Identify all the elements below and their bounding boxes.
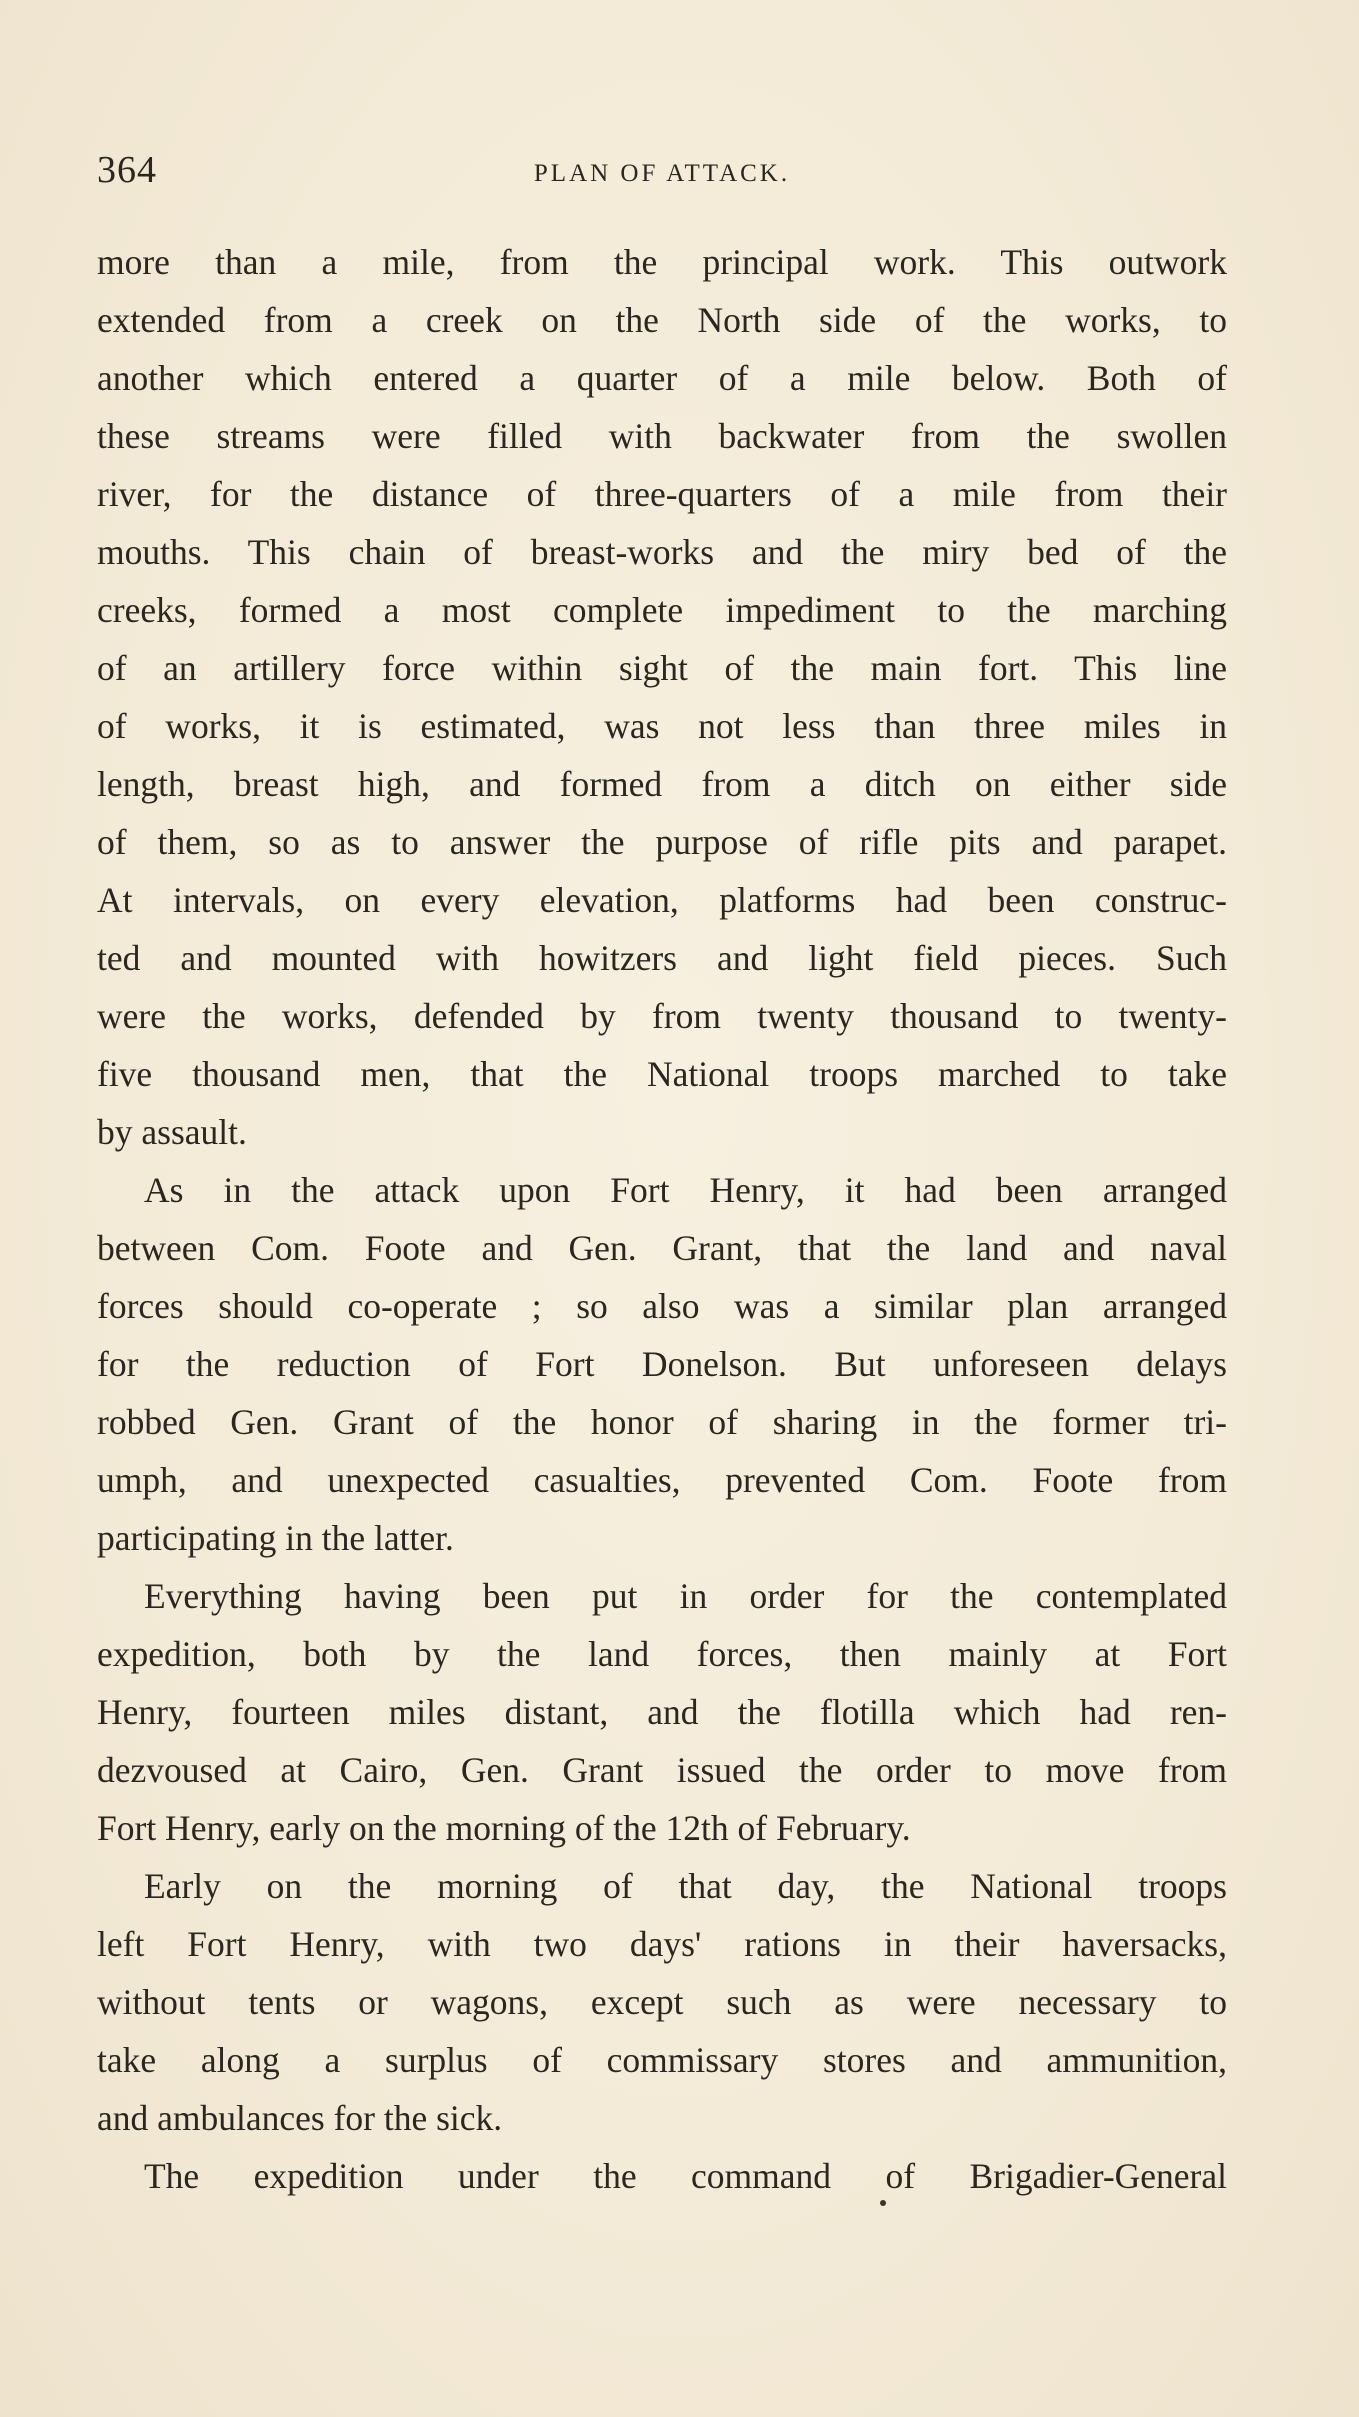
paragraph-start-line: Everything having been put in order for the contemplated xyxy=(144,1576,1227,1616)
ink-speck xyxy=(880,2200,886,2206)
page-number: 364 xyxy=(97,149,157,191)
text-line: ted and mounted with howitzers and light field pieces. Such xyxy=(97,938,1227,978)
text-line: forces should co-operate ; so also was a similar plan arranged xyxy=(97,1286,1227,1326)
text-line: five thousand men, that the National troops marched to take xyxy=(97,1054,1227,1094)
paragraph-end-line: by assault. xyxy=(97,1112,247,1152)
text-line: dezvoused at Cairo, Gen. Grant issued the order to move from xyxy=(97,1750,1227,1790)
text-line: another which entered a quarter of a mile below. Both of xyxy=(97,358,1227,398)
text-line: creeks, formed a most complete impediment to the marching xyxy=(97,590,1227,630)
text-line: mouths. This chain of breast-works and the miry bed of the xyxy=(97,532,1227,572)
text-line: take along a surplus of commissary stores and ammunition, xyxy=(97,2040,1227,2080)
text-line: of an artillery force within sight of the main fort. This line xyxy=(97,648,1227,688)
text-line: umph, and unexpected casualties, prevented Com. Foote from xyxy=(97,1460,1227,1500)
body-text xyxy=(97,233,1227,2205)
text-line: length, breast high, and formed from a ditch on either side xyxy=(97,764,1227,804)
running-head: PLAN OF ATTACK. xyxy=(533,160,791,187)
page-header xyxy=(97,148,1227,198)
paragraph-end-line: and ambulances for the sick. xyxy=(97,2098,503,2138)
paragraph-start-line: The expedition under the command of Brigadier-General xyxy=(144,2156,1227,2196)
text-line: without tents or wagons, except such as were necessary to xyxy=(97,1982,1227,2022)
text-line: for the reduction of Fort Donelson. But unforeseen delays xyxy=(97,1344,1227,1384)
text-line: between Com. Foote and Gen. Grant, that the land and naval xyxy=(97,1228,1227,1268)
text-line: of works, it is estimated, was not less than three miles in xyxy=(97,706,1227,746)
text-line: expedition, both by the land forces, then mainly at Fort xyxy=(97,1634,1227,1674)
text-line: river, for the distance of three-quarters of a mile from their xyxy=(97,474,1227,514)
text-line: these streams were filled with backwater from the swollen xyxy=(97,416,1227,456)
paragraph-end-line: participating in the latter. xyxy=(97,1518,454,1558)
text-line: At intervals, on every elevation, platforms had been construc- xyxy=(97,880,1227,920)
paragraph-start-line: Early on the morning of that day, the National troops xyxy=(144,1866,1227,1906)
text-line: more than a mile, from the principal work. This outwork xyxy=(97,242,1227,282)
text-line: robbed Gen. Grant of the honor of sharing in the former tri- xyxy=(97,1402,1227,1442)
paragraph-end-line: Fort Henry, early on the morning of the 12th of February. xyxy=(97,1808,911,1848)
text-line: left Fort Henry, with two days' rations in their haversacks, xyxy=(97,1924,1227,1964)
text-line: were the works, defended by from twenty thousand to twenty- xyxy=(97,996,1227,1036)
text-line: Henry, fourteen miles distant, and the flotilla which had ren- xyxy=(97,1692,1227,1732)
paragraph-start-line: As in the attack upon Fort Henry, it had been arranged xyxy=(144,1170,1227,1210)
text-line: extended from a creek on the North side of the works, to xyxy=(97,300,1227,340)
text-line: of them, so as to answer the purpose of rifle pits and parapet. xyxy=(97,822,1227,862)
